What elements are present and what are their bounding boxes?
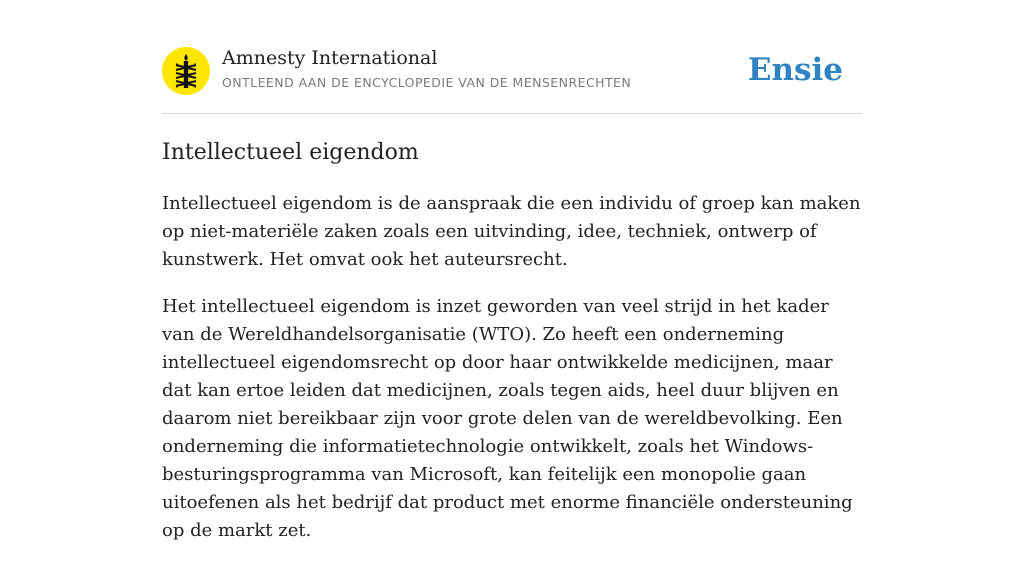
article-paragraph: Intellectueel eigendom is de aanspraak die een individu of groep kan maken op niet-materiële zaken zoals een uitvinding, idee, techniek, ontwerp of kunstwerk. Het omvat ook het auteursrecht. <box>162 193 861 270</box>
header <box>162 46 862 114</box>
org-name[interactable]: Amnesty International <box>222 47 438 69</box>
article-paragraph: Het intellectueel eigendom is inzet geworden van veel strijd in het kader van de Wereldhandelsorganisatie (WTO). Zo heeft een onderneming intellectueel eigendomsrecht op door haar ontwikkelde medicijnen, maar dat kan ertoe leiden dat medicijnen, zoals tegen aids, heel duur blijven en daarom niet bereikbaar zijn voor grote delen van de wereldbevolking. Een onderneming die informatietechnologie ontwikkelt, zoals het Windows-besturingsprogramma van Microsoft, kan feitelijk een monopolie gaan uitoefenen als het bedrijf dat product met enorme financiële ondersteuning op de markt zet. <box>162 296 853 541</box>
header-divider <box>162 113 862 114</box>
page-title: Intellectueel eigendom <box>162 140 419 165</box>
article-body <box>162 190 862 564</box>
org-subtitle: ONTLEEND AAN DE ENCYCLOPEDIE VAN DE MENSENRECHTEN <box>222 75 632 90</box>
candle-barbed-wire-icon[interactable] <box>162 47 210 95</box>
brand-logo-link[interactable]: Ensie <box>747 52 843 88</box>
